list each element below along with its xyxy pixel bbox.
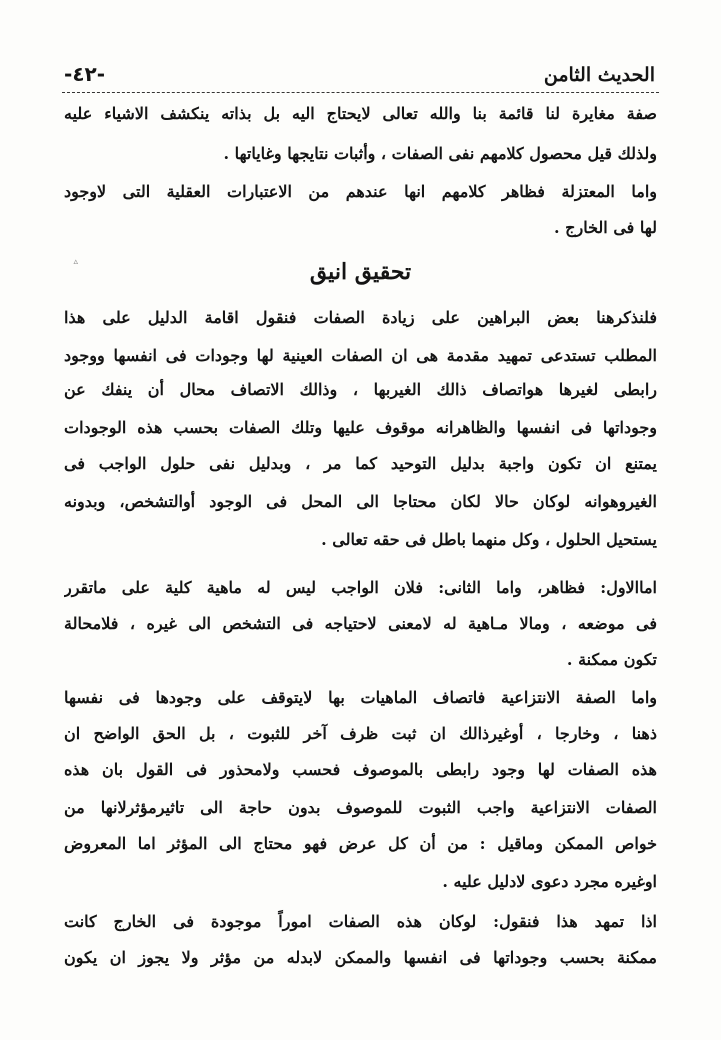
- text-line: فلنذكرهنا بعض البراهين على زيادة الصفات فنقول اقامة الدليل على هذا: [64, 308, 657, 327]
- text-line: وجوداتها فى انفسها والظاهرانه موقوف عليها وتلك الصفات بحسب هذه الوجودات: [64, 418, 657, 437]
- text-line: صفة مغايرة لنا قائمة بنا والله تعالى لايحتاج اليه بل بذاته ينكشف الاشياء عليه: [64, 104, 657, 123]
- text-line: تكون ممكنة .: [566, 650, 657, 669]
- chapter-title: الحديث الثامن: [543, 64, 655, 86]
- text-line: خواص الممكن وماقيل : من أن كل عرض فهو محتاج الى المؤثر اما المعروض: [64, 834, 657, 853]
- text-line: المطلب تستدعى تمهيد مقدمة هى ان الصفات العينية لها وجودات فى انفسها ووجود: [64, 346, 657, 365]
- text-line: هذه الصفات لها وجود رابطى بالموصوف فحسب ولامحذور فى القول بان هذه: [64, 760, 657, 779]
- text-line: ممكنة بحسب وجوداتها فى انفسها والممكن لابدله من مؤثر ولا يجوز ان يكون: [64, 948, 657, 967]
- text-line: واما الصفة الانتزاعية فاتصاف الماهيات بها لايتوقف على وجودها فى نفسها: [64, 688, 657, 707]
- text-line: اماالاول: فظاهر، واما الثانى: فلان الواجب ليس له ماهية كلية على ماتقرر: [64, 578, 657, 597]
- header-rule: [62, 92, 659, 93]
- text-line: يستحيل الحلول ، وكل منهما باطل فى حقه تعالى .: [321, 530, 657, 549]
- text-line: الغيروهوانه لوكان حالا لكان محتاجا الى المحل فى الوجود أوالتشخص، وبدونه: [64, 492, 657, 511]
- text-line: اذا تمهد هذا فنقول: لوكان هذه الصفات اموراً موجودة فى الخارج كانت: [64, 912, 657, 931]
- text-line: يمتنع ان تكون واجبة بدليل التوحيد كما مر ، وبدليل نفى حلول الواجب فى: [64, 454, 657, 473]
- text-line: لها فى الخارج .: [554, 218, 657, 237]
- running-header: [64, 46, 655, 86]
- text-line: الصفات الانتزاعية واجب الثبوت للموصوف بدون حاجة الى تاثيرمؤثرلانها من: [64, 798, 657, 817]
- section-heading: تحقيق انيق: [309, 259, 412, 285]
- text-line: اوغيره مجرد دعوى لادليل عليه .: [442, 872, 657, 891]
- text-line: ذهنا ، وخارجا ، أوغيرذالك ان ثبت ظرف آخر للثبوت ، بل الحق الواضح ان: [64, 724, 657, 743]
- text-line: رابطى لغيرها هواتصاف ذالك الغيربها ، وذالك الاتصاف محال أن ينفك عن: [64, 380, 657, 399]
- text-line: فى موضعه ، ومالا مـاهية له لامعنى لاحتياجه فى التشخص الى غيره ، فلامحالة: [64, 614, 657, 633]
- page-number: -٤٢-: [64, 62, 106, 86]
- text-line: واما المعتزلة فظاهر كلامهم انها عندهم من الاعتبارات العقلية التى لاوجود: [64, 182, 657, 201]
- text-line: ولذلك قيل محصول كلامهم نفى الصفات ، وأثبات نتايجها وغاياتها .: [223, 144, 657, 163]
- margin-mark: ▵: [73, 257, 78, 267]
